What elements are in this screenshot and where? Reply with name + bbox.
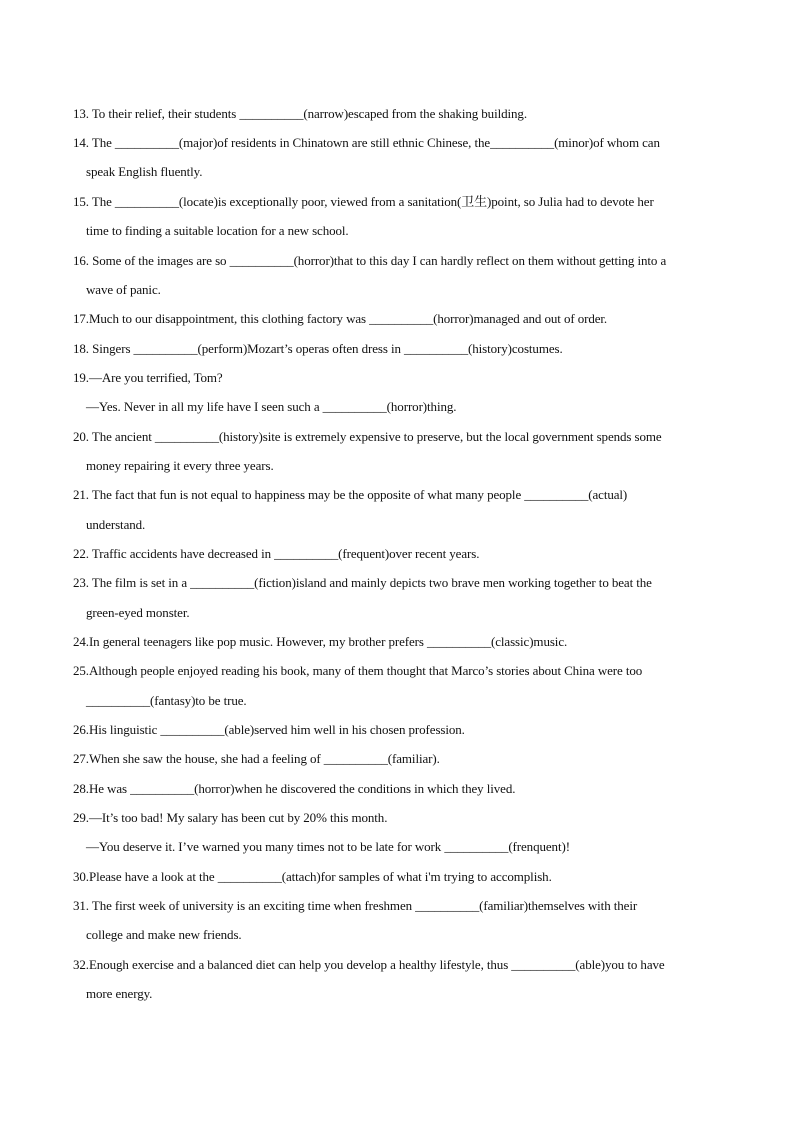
question-19: 19.—Are you terrified, Tom? <box>73 370 223 385</box>
question-14: 14. The __________(major)of residents in Chinatown are still ethnic Chinese, the__________(minor)of whom can <box>73 135 660 150</box>
question-16: 16. Some of the images are so __________(horror)that to this day I can hardly reflect on them without getting into a <box>73 253 667 268</box>
question-20: 20. The ancient __________(history)site is extremely expensive to preserve, but the local government spends some <box>73 429 662 444</box>
question-32-continued: more energy. <box>86 986 153 1001</box>
question-15-continued: time to finding a suitable location for a new school. <box>86 223 349 238</box>
question-16-continued: wave of panic. <box>86 282 161 297</box>
question-26: 26.His linguistic __________(able)served him well in his chosen profession. <box>73 722 465 737</box>
question-23-continued: green-eyed monster. <box>86 605 190 620</box>
question-19-reply: —Yes. Never in all my life have I seen such a __________(horror)thing. <box>86 399 457 414</box>
question-30: 30.Please have a look at the __________(attach)for samples of what i'm trying to accomplish. <box>73 869 552 884</box>
question-13: 13. To their relief, their students __________(narrow)escaped from the shaking building. <box>73 106 527 121</box>
question-28: 28.He was __________(horror)when he discovered the conditions in which they lived. <box>73 781 516 796</box>
question-29-reply: —You deserve it. I’ve warned you many times not to be late for work __________(frenquent)! <box>86 839 570 854</box>
question-18: 18. Singers __________(perform)Mozart’s operas often dress in __________(history)costumes. <box>73 341 563 356</box>
question-24: 24.In general teenagers like pop music. However, my brother prefers __________(classic)music. <box>73 634 568 649</box>
question-21-continued: understand. <box>86 517 146 532</box>
question-25-continued: __________(fantasy)to be true. <box>86 693 247 708</box>
question-23: 23. The film is set in a __________(fiction)island and mainly depicts two brave men working together to beat the <box>73 575 652 590</box>
question-25: 25.Although people enjoyed reading his book, many of them thought that Marco’s stories about China were too <box>73 663 643 678</box>
question-29: 29.—It’s too bad! My salary has been cut by 20% this month. <box>73 810 388 825</box>
question-32: 32.Enough exercise and a balanced diet can help you develop a healthy lifestyle, thus __________(able)you to have <box>73 957 665 972</box>
question-15: 15. The __________(locate)is exceptionally poor, viewed from a sanitation(卫生)point, so Julia had to devote her <box>73 194 654 209</box>
question-31-continued: college and make new friends. <box>86 927 242 942</box>
question-21: 21. The fact that fun is not equal to happiness may be the opposite of what many people __________(actual) <box>73 487 628 502</box>
question-14-continued: speak English fluently. <box>86 164 203 179</box>
question-22: 22. Traffic accidents have decreased in __________(frequent)over recent years. <box>73 546 480 561</box>
question-20-continued: money repairing it every three years. <box>86 458 274 473</box>
question-27: 27.When she saw the house, she had a feeling of __________(familiar). <box>73 751 440 766</box>
question-17: 17.Much to our disappointment, this clothing factory was __________(horror)managed and out of order. <box>73 311 608 326</box>
question-31: 31. The first week of university is an exciting time when freshmen __________(familiar)themselves with their <box>73 898 638 913</box>
